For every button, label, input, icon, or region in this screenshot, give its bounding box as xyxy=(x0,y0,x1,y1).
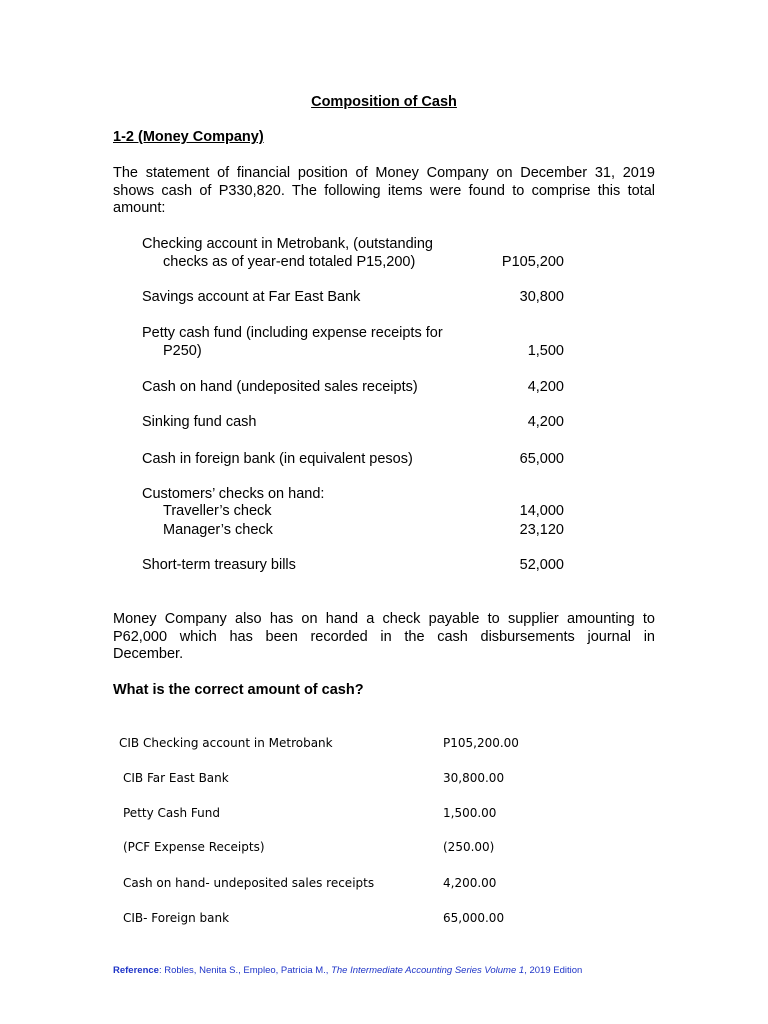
item-cash-on-hand-label: Cash on hand (undeposited sales receipts) xyxy=(142,379,418,395)
intro-line: amount: xyxy=(113,200,166,216)
item-customers-label: Customers’ checks on hand: xyxy=(142,486,325,502)
item-treasury-label: Short-term treasury bills xyxy=(142,557,296,573)
closing-line: P62,000 which has been recorded in the cash disbursements journal in xyxy=(113,628,655,645)
item-checking-line1: Checking account in Metrobank, (outstanding xyxy=(142,236,433,252)
intro-line: The statement of financial position of Money Company on December 31, 2019 xyxy=(113,165,655,181)
solution-row-label: CIB- Foreign bank xyxy=(123,911,230,925)
document-title: Composition of Cash xyxy=(311,94,457,110)
solution-row-amount: 1,500.00 xyxy=(443,806,497,820)
solution-row-label: (PCF Expense Receipts) xyxy=(123,840,265,854)
item-sinking-amount: 4,200 xyxy=(527,414,564,430)
solution-row-label: Cash on hand- undeposited sales receipts xyxy=(123,876,375,890)
solution-row-amount: (250.00) xyxy=(443,840,495,854)
closing-line: December. xyxy=(113,646,184,662)
solution-row-label: Petty Cash Fund xyxy=(123,806,220,820)
item-checking-line2: checks as of year-end totaled P15,200) xyxy=(163,254,416,270)
item-managers-label: Manager’s check xyxy=(163,522,273,538)
reference-authors: : Robles, Nenita S., Empleo, Patricia M., xyxy=(158,965,332,976)
closing-paragraph xyxy=(113,611,655,664)
item-foreign-amount: 65,000 xyxy=(519,451,564,467)
item-savings-amount: 30,800 xyxy=(519,289,564,305)
intro-paragraph xyxy=(113,165,655,218)
item-checking-amount: P105,200 xyxy=(501,254,564,270)
closing-line: Money Company also has on hand a check payable to supplier amounting to xyxy=(113,611,655,627)
solution-row-amount: 30,800.00 xyxy=(443,771,505,785)
item-treasury-amount: 52,000 xyxy=(519,557,564,573)
item-savings-label: Savings account at Far East Bank xyxy=(142,289,361,305)
item-petty-amount: 1,500 xyxy=(527,343,564,359)
intro-line: shows cash of P330,820. The following items were found to comprise this total xyxy=(113,182,655,199)
solution-row-label: CIB Far East Bank xyxy=(123,771,229,785)
reference-book-title: The Intermediate Accounting Series Volume 1 xyxy=(331,965,525,976)
problem-label: 1-2 (Money Company) xyxy=(113,129,264,145)
item-petty-line2: P250) xyxy=(163,343,202,359)
reference-footer xyxy=(113,965,582,976)
solution-row-amount: 65,000.00 xyxy=(443,911,505,925)
solution-row-amount: P105,200.00 xyxy=(443,736,519,750)
item-sinking-label: Sinking fund cash xyxy=(142,414,257,430)
solution-row-amount: 4,200.00 xyxy=(443,876,497,890)
solution-row-label: CIB Checking account in Metrobank xyxy=(119,736,333,750)
reference-label: Reference xyxy=(113,965,159,976)
item-petty-line1: Petty cash fund (including expense receipts for xyxy=(142,325,443,341)
item-cash-on-hand-amount: 4,200 xyxy=(527,379,564,395)
question-heading: What is the correct amount of cash? xyxy=(113,682,364,698)
reference-edition: , 2019 Edition xyxy=(524,965,583,976)
item-foreign-label: Cash in foreign bank (in equivalent pesos) xyxy=(142,451,413,467)
item-managers-amount: 23,120 xyxy=(519,522,564,538)
item-travellers-label: Traveller’s check xyxy=(163,503,272,519)
item-travellers-amount: 14,000 xyxy=(519,503,564,519)
